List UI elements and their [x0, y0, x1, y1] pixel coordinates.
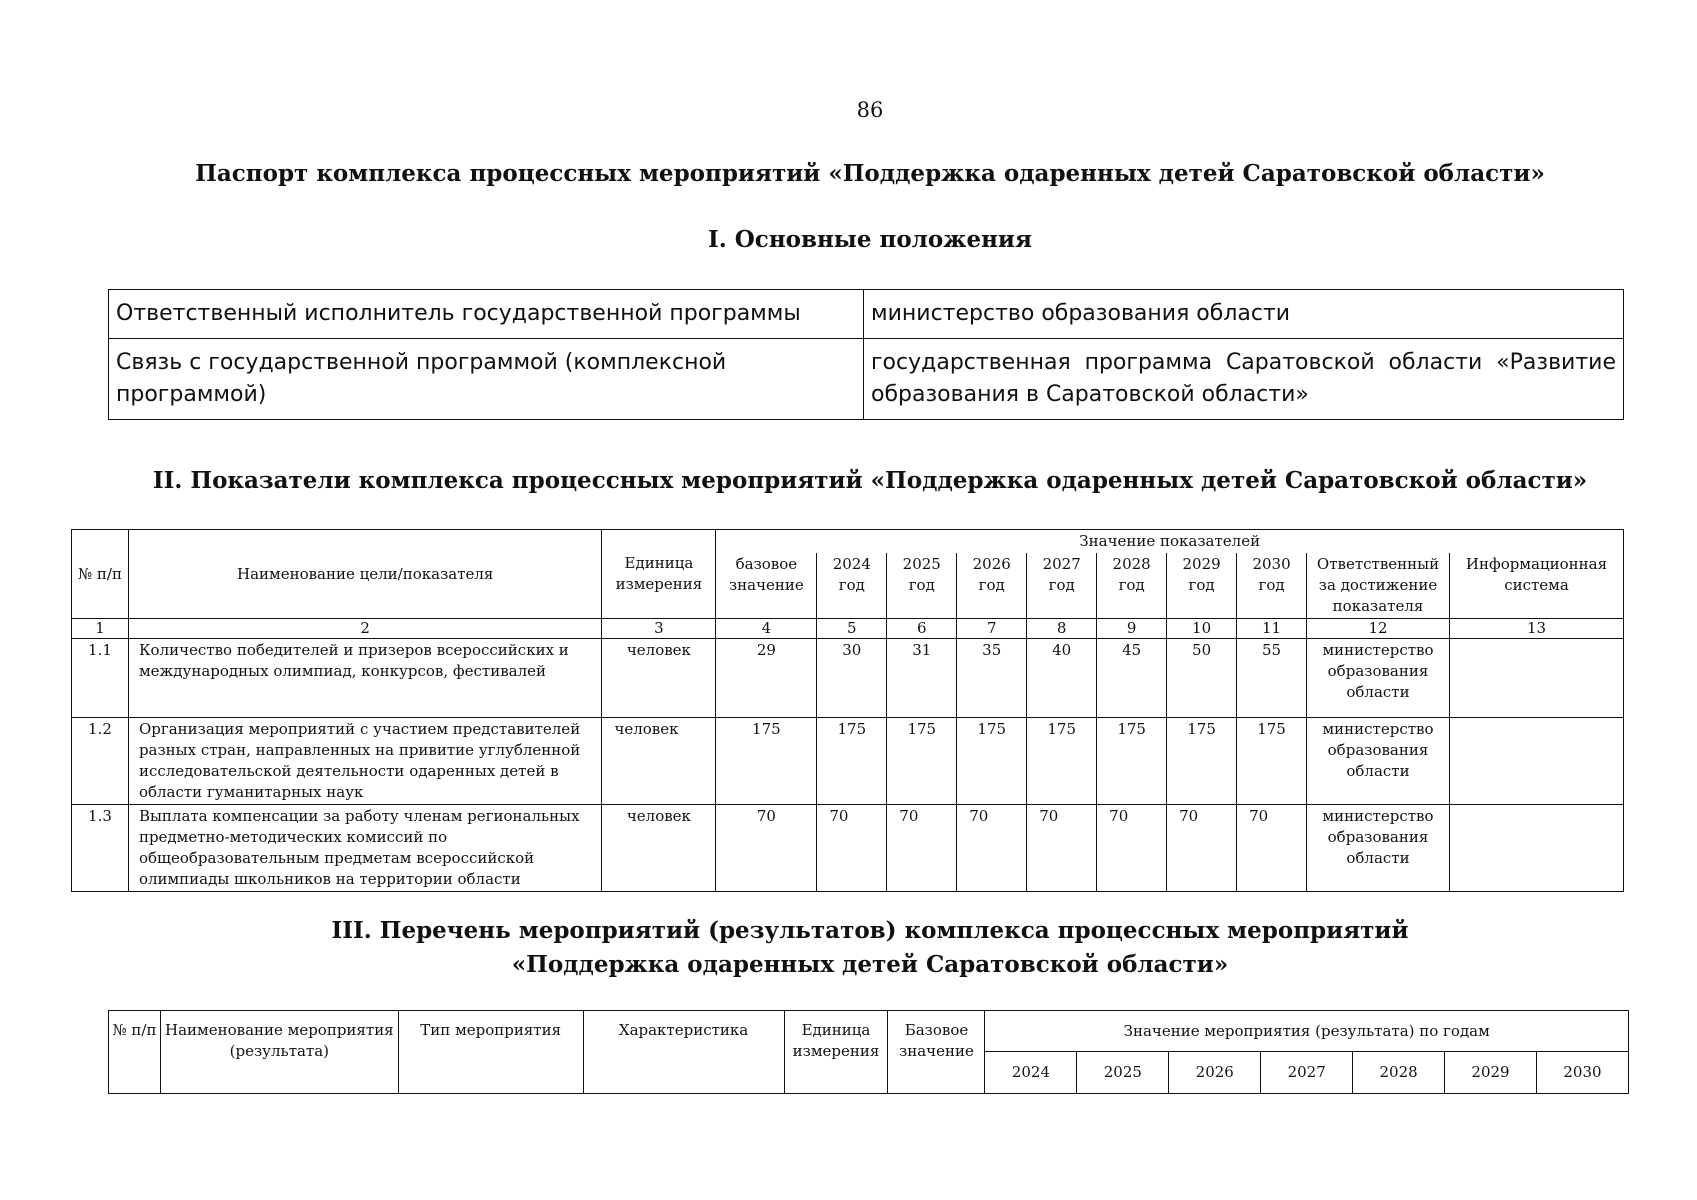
- header-year: 2026 год: [957, 553, 1027, 619]
- row-unit: человек: [602, 639, 716, 718]
- column-number: 2: [128, 619, 601, 639]
- column-number: 10: [1167, 619, 1237, 639]
- column-number: 5: [817, 619, 887, 639]
- section-2-title: II. Показатели комплекса процессных мероприятий «Поддержка одаренных детей Саратовской области»: [152, 467, 1588, 494]
- page-number: 86: [856, 98, 884, 122]
- header-year: 2027: [1261, 1052, 1353, 1094]
- responsible-label: Ответственный исполнитель государственной программы: [109, 290, 864, 339]
- table-row: [72, 805, 1624, 892]
- row-num: 1.2: [72, 718, 129, 805]
- row-value: 70: [1237, 805, 1307, 892]
- row-value: 40: [1027, 639, 1097, 718]
- row-value: 70: [1027, 805, 1097, 892]
- section-3-title-line-2: «Поддержка одаренных детей Саратовской области»: [511, 951, 1229, 978]
- header-year: 2029: [1445, 1052, 1537, 1094]
- header-year: 2024: [985, 1052, 1077, 1094]
- header-characteristic: Характеристика: [583, 1011, 784, 1094]
- row-value: 30: [817, 639, 887, 718]
- row-responsible: министерство образования области: [1307, 718, 1450, 805]
- header-base: базовое значение: [716, 553, 817, 619]
- section-1-title: I. Основные положения: [708, 226, 1032, 253]
- section-3-title-line-1: III. Перечень мероприятий (результатов) комплекса процессных мероприятий: [331, 917, 1409, 944]
- column-number: 3: [602, 619, 716, 639]
- column-number: 12: [1307, 619, 1450, 639]
- header-year: 2028 год: [1097, 553, 1167, 619]
- header-num: № п/п: [109, 1011, 161, 1094]
- row-base: 175: [716, 718, 817, 805]
- row-responsible: министерство образования области: [1307, 805, 1450, 892]
- row-value: 175: [1097, 718, 1167, 805]
- header-type: Тип мероприятия: [398, 1011, 583, 1094]
- header-year: 2028: [1353, 1052, 1445, 1094]
- column-number: 7: [957, 619, 1027, 639]
- row-base: 29: [716, 639, 817, 718]
- row-name: Организация мероприятий с участием представителей разных стран, направленных на привитие углубленной исследовательской деятельности одаренных детей в области гуманитарных наук: [128, 718, 601, 805]
- row-value: 50: [1167, 639, 1237, 718]
- table-header-row: [109, 1011, 1629, 1052]
- row-value: 31: [887, 639, 957, 718]
- row-value: 70: [957, 805, 1027, 892]
- header-year: 2030 год: [1237, 553, 1307, 619]
- header-year: 2030: [1536, 1052, 1628, 1094]
- header-year: 2029 год: [1167, 553, 1237, 619]
- row-value: 175: [957, 718, 1027, 805]
- basic-info-table: [108, 289, 1624, 420]
- header-year: 2026: [1169, 1052, 1261, 1094]
- column-number: 11: [1237, 619, 1307, 639]
- column-number: 6: [887, 619, 957, 639]
- table-header-row: [72, 530, 1624, 554]
- row-value: 70: [1167, 805, 1237, 892]
- row-unit: человек: [602, 718, 716, 805]
- column-number: 1: [72, 619, 129, 639]
- header-unit: Единица измерения: [602, 530, 716, 619]
- column-number: 8: [1027, 619, 1097, 639]
- column-number: 9: [1097, 619, 1167, 639]
- program-link-value: государственная программа Саратовской области «Развитие образования в Саратовской области»: [864, 339, 1624, 420]
- header-base: Базовое значение: [888, 1011, 985, 1094]
- header-num: № п/п: [72, 530, 129, 619]
- row-value: 175: [1237, 718, 1307, 805]
- row-name: Количество победителей и призеров всероссийских и международных олимпиад, конкурсов, фестивалей: [128, 639, 601, 718]
- row-name: Выплата компенсации за работу членам региональных предметно-методических комиссий по общеобразовательным предметам всероссийской олимпиады школьников на территории области: [128, 805, 601, 892]
- row-value: 175: [887, 718, 957, 805]
- table-row: [109, 339, 1624, 420]
- header-year: 2025: [1077, 1052, 1169, 1094]
- activities-table: [108, 1010, 1629, 1094]
- row-unit: человек: [602, 805, 716, 892]
- row-base: 70: [716, 805, 817, 892]
- responsible-value: министерство образования области: [864, 290, 1624, 339]
- row-responsible: министерство образования области: [1307, 639, 1450, 718]
- header-values-group: Значение показателей: [716, 530, 1624, 554]
- row-value: 70: [887, 805, 957, 892]
- table-row: [72, 639, 1624, 718]
- header-unit: Единица измерения: [784, 1011, 888, 1094]
- header-responsible: Ответственный за достижение показателя: [1307, 553, 1450, 619]
- row-value: 55: [1237, 639, 1307, 718]
- row-info-system: [1449, 805, 1623, 892]
- row-value: 175: [1167, 718, 1237, 805]
- header-year: 2024 год: [817, 553, 887, 619]
- row-value: 70: [817, 805, 887, 892]
- program-link-label: Связь с государственной программой (комплексной программой): [109, 339, 864, 420]
- table-row: [109, 290, 1624, 339]
- row-value: 70: [1097, 805, 1167, 892]
- header-info-system: Информационная система: [1449, 553, 1623, 619]
- row-info-system: [1449, 639, 1623, 718]
- table-row: [72, 718, 1624, 805]
- header-year: 2027 год: [1027, 553, 1097, 619]
- header-year: 2025 год: [887, 553, 957, 619]
- column-number-row: [72, 619, 1624, 639]
- header-name: Наименование цели/показателя: [128, 530, 601, 619]
- header-name: Наименование мероприятия (результата): [160, 1011, 398, 1094]
- indicators-table: [71, 529, 1624, 892]
- row-value: 175: [1027, 718, 1097, 805]
- header-values-group: Значение мероприятия (результата) по годам: [985, 1011, 1629, 1052]
- row-value: 175: [817, 718, 887, 805]
- row-value: 45: [1097, 639, 1167, 718]
- row-info-system: [1449, 718, 1623, 805]
- row-num: 1.1: [72, 639, 129, 718]
- row-value: 35: [957, 639, 1027, 718]
- row-num: 1.3: [72, 805, 129, 892]
- column-number: 13: [1449, 619, 1623, 639]
- column-number: 4: [716, 619, 817, 639]
- document-title: Паспорт комплекса процессных мероприятий «Поддержка одаренных детей Саратовской области»: [195, 160, 1545, 187]
